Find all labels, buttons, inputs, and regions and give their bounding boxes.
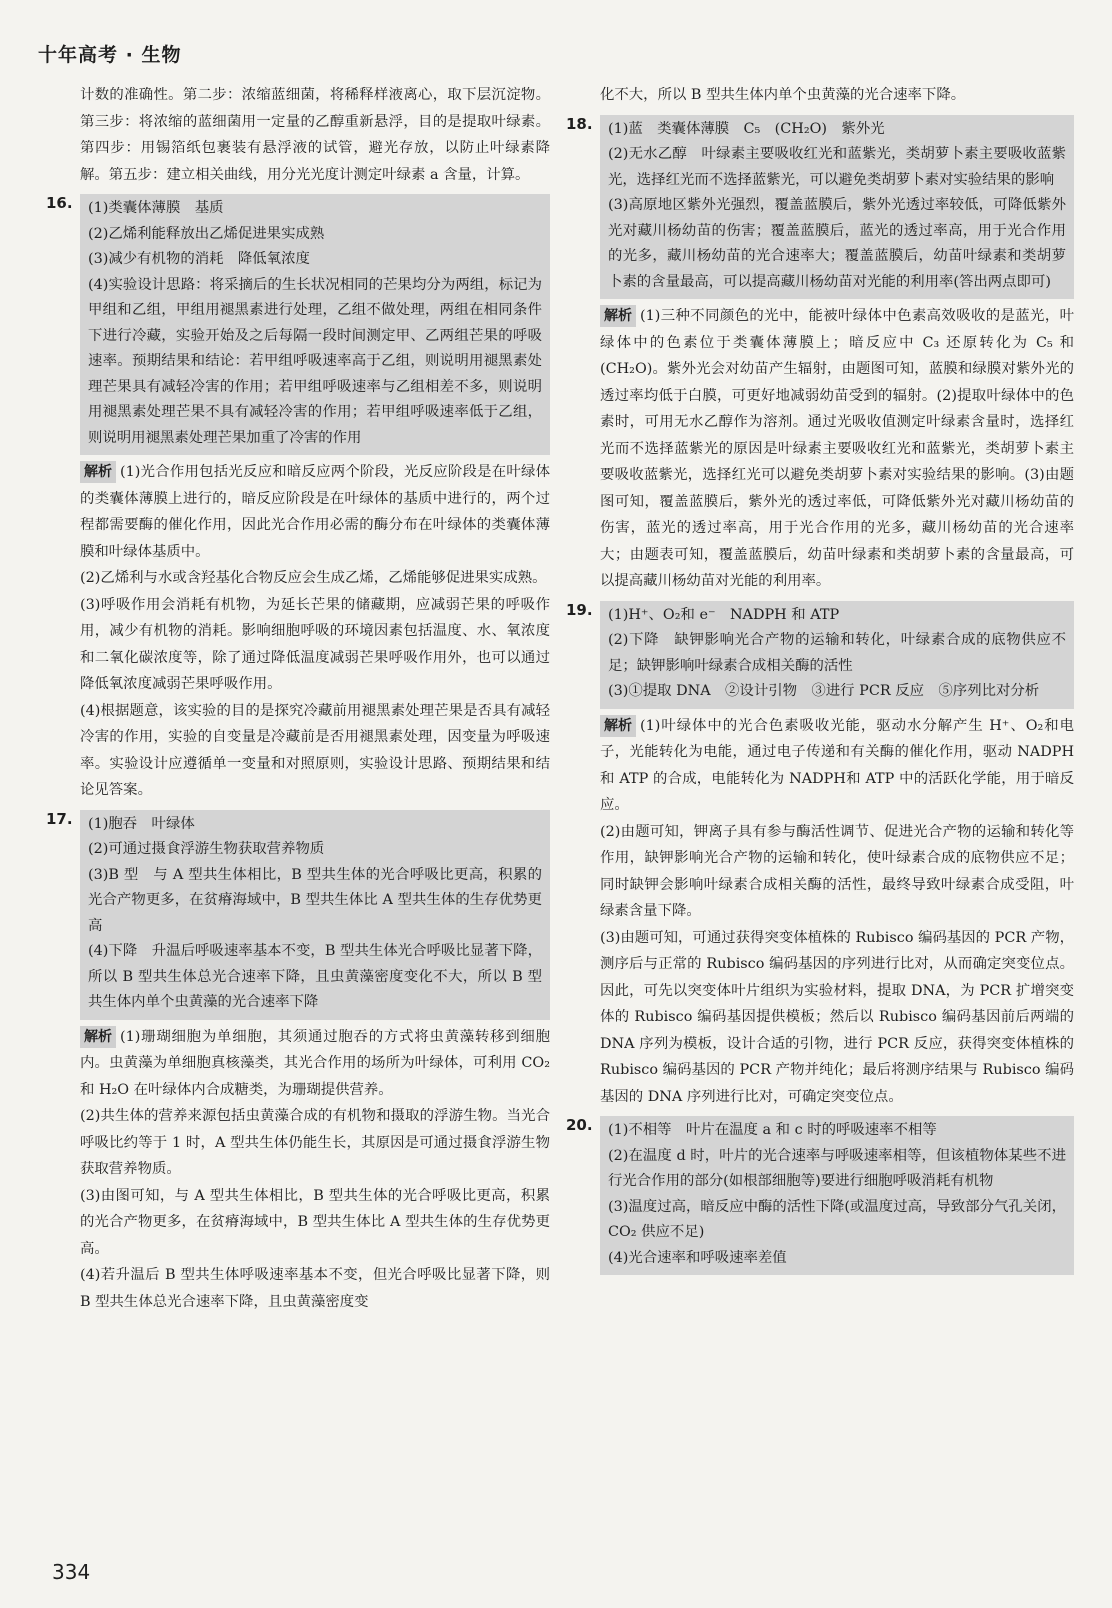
answer-line: (3)高原地区紫外光强烈，覆盖蓝膜后，紫外光透过率较低，可降低紫外光对藏川杨幼苗的伤害；覆盖蓝膜后，蓝光的透过率高，用于光合作用的光多，藏川杨幼苗的光合速率大；覆盖蓝膜后，幼苗叶绿素和类胡萝卜素的含量最高，可以提高藏川杨幼苗对光能的利用率(答出两点即可) <box>608 197 1066 290</box>
question-number: 20. <box>566 1116 593 1134</box>
explanation-text: (1)三种不同颜色的光中，能被叶绿体中色素高效吸收的是蓝光，叶绿体中的色素位于类囊体薄膜上；暗反应中 C₃ 还原转化为 C₅ 和(CH₂O)。紫外光会对幼苗产生辐射，由题图可知，蓝膜和绿膜对紫外光的透过率均低于白膜，可更好地减弱幼苗受到的辐射。(2)提取叶绿体中的色素时，可用无水乙醇作为溶剂。通过光吸收值测定叶绿素含量时，选择红光而不选择蓝紫光的原因是叶绿素主要吸收红光和蓝紫光，类胡萝卜素主要吸收蓝紫光，选择红光可以避免类胡萝卜素对实验结果的影响。(3)由题图可知，覆盖蓝膜后，紫外光的透过率低，可降低紫外光对藏川杨幼苗的伤害，蓝光的透过率高，用于光合作用的光多，藏川杨幼苗的光合速率大；由题表可知，覆盖蓝膜后，幼苗叶绿素和类胡萝卜素的含量最高，可以提高藏川杨幼苗对光能的利用率。 <box>600 308 1074 589</box>
explanation-tag: 解析 <box>600 305 636 327</box>
explanation-tag: 解析 <box>80 1026 116 1048</box>
answer-line: (4)实验设计思路：将采摘后的生长状况相同的芒果均分为两组，标记为甲组和乙组，甲组用褪黑素进行处理，乙组不做处理，两组在相同条件下进行冷藏，实验开始及之后每隔一段时间测定甲、乙两组芒果的呼吸速率。预期结果和结论：若甲组呼吸速率高于乙组，则说明用褪黑素处理芒果具有减轻冷害的作用；若甲组呼吸速率与乙组相差不多，则说明用褪黑素处理芒果不具有减轻冷害的作用；若甲组呼吸速率低于乙组，则说明用褪黑素处理芒果加重了冷害的作用 <box>88 276 542 446</box>
explanation-text: (1)叶绿体中的光合色素吸收光能，驱动水分解产生 H⁺、O₂和电子，光能转化为电能，通过电子传递和有关酶的催化作用，驱动 NADPH 和 ATP 的合成，电能转化为 NADPH和 ATP 中的活跃化学能，用于暗反应。 <box>600 717 1074 813</box>
question-number: 16. <box>46 194 73 212</box>
question-number: 18. <box>566 114 593 133</box>
explanation-tag: 解析 <box>80 461 116 483</box>
explanation <box>80 459 550 804</box>
question-number: 19. <box>566 600 593 619</box>
answer-line: (1)蓝 类囊体薄膜 C₅ (CH₂O) 紫外光 <box>608 120 885 137</box>
explanation-text: (2)共生体的营养来源包括虫黄藻合成的有机物和摄取的浮游生物。当光合呼吸比约等于 1 时，A 型共生体仍能生长，其原因是可通过摄食浮游生物获取营养物质。 <box>80 1108 550 1177</box>
question-20 <box>566 1116 1074 1275</box>
explanation-text: (3)由题可知，可通过获得突变体植株的 Rubisco 编码基因的 PCR 产物，测序后与正常的 Rubisco 编码基因的序列进行比对，从而确定突变位点。因此，可先以突变体叶片组织为实验材料，提取 DNA，为 PCR 扩增突变体的 Rubisco 编码基因提供模板；然后以 Rubisco 编码基因前后两端的 DNA 序列为模板，设计合适的引物，进行 PCR 反应，获得突变体植株的 Rubisco 编码基因的 PCR 产物并纯化；最后将测序结果与 Rubisco 编码基因的 DNA 序列进行比对，可确定突变位点。 <box>600 929 1074 1105</box>
answer-line: (3)温度过高，暗反应中酶的活性下降(或温度过高，导致部分气孔关闭，CO₂ 供应不足) <box>608 1198 1066 1240</box>
right-column <box>566 82 1074 1279</box>
answer-line: (2)乙烯利能释放出乙烯促进果实成熟 <box>88 225 325 242</box>
explanation-text: (1)珊瑚细胞为单细胞，其须通过胞吞的方式将虫黄藻转移到细胞内。虫黄藻为单细胞真核藻类，其光合作用的场所为叶绿体，可利用 CO₂ 和 H₂O 在叶绿体内合成糖类，为珊瑚提供营养。 <box>80 1028 550 1098</box>
explanation-text: (4)若升温后 B 型共生体呼吸速率基本不变，但光合呼吸比显著下降，则 B 型共生体总光合速率下降，且虫黄藻密度变 <box>80 1267 550 1310</box>
answer-box <box>80 810 550 1020</box>
explanation-text: (4)根据题意，该实验的目的是探究冷藏前用褪黑素处理芒果是否具有减轻冷害的作用，实验的自变量是冷藏前是否用褪黑素处理，因变量为呼吸速率。实验设计应遵循单一变量和对照原则，实验设计思路、预期结果和结论见答案。 <box>80 702 550 798</box>
answer-line: (1)类囊体薄膜 基质 <box>88 200 224 216</box>
explanation-text: (1)光合作用包括光反应和暗反应两个阶段，光反应阶段是在叶绿体的类囊体薄膜上进行的，暗反应阶段是在叶绿体的基质中进行的，两个过程都需要酶的催化作用，因此光合作用必需的酶分布在叶绿体的类囊体薄膜和叶绿体基质中。 <box>80 464 550 560</box>
answer-line: (4)光合速率和呼吸速率差值 <box>608 1249 787 1266</box>
answer-line: (3)B 型 与 A 型共生体相比，B 型共生体的光合呼吸比更高，积累的光合产物更多，在贫瘠海域中，B 型共生体比 A 型共生体的生存优势更高 <box>88 866 542 934</box>
answer-line: (3)减少有机物的消耗 降低氧浓度 <box>88 251 310 267</box>
explanation-text: (3)呼吸作用会消耗有机物，为延长芒果的储藏期，应减弱芒果的呼吸作用，减少有机物的消耗。影响细胞呼吸的环境因素包括温度、水、氧浓度和二氧化碳浓度等，除了通过降低温度减弱芒果呼吸作用外，也可以通过降低氧浓度减弱芒果呼吸作用。 <box>80 596 550 692</box>
continued-paragraph: 化不大，所以 B 型共生体内单个虫黄藻的光合速率下降。 <box>600 87 966 103</box>
question-19 <box>566 600 1074 1111</box>
intro-paragraph: 计数的准确性。第二步：浓缩蓝细菌，将稀释样液离心，取下层沉淀物。第三步：将浓缩的蓝细菌用一定量的乙醇重新悬浮，目的是提取叶绿素。第四步：用锡箔纸包裹装有悬浮液的试管，避光存放，以防止叶绿素降解。第五步：建立相关曲线，用分光光度计测定叶绿素 a 含量，计算。 <box>80 87 550 183</box>
answer-line: (4)下降 升温后呼吸速率基本不变，B 型共生体光合呼吸比显著下降，所以 B 型共生体总光合速率下降，且虫黄藻密度变化不大，所以 B 型共生体内单个虫黄藻的光合速率下降 <box>88 943 542 1010</box>
question-18 <box>566 114 1074 595</box>
explanation-text: (3)由图可知，与 A 型共生体相比，B 型共生体的光合呼吸比更高，积累的光合产物更多，在贫瘠海域中，B 型共生体比 A 型共生体的生存优势更高。 <box>80 1187 550 1257</box>
explanation-text: (2)乙烯利与水或含羟基化合物反应会生成乙烯，乙烯能够促进果实成熟。 <box>80 570 547 586</box>
question-17 <box>46 809 550 1316</box>
answer-line: (2)在温度 d 时，叶片的光合速率与呼吸速率相等，但该植物体某些不进行光合作用的部分(如根部细胞等)要进行细胞呼吸消耗有机物 <box>608 1147 1066 1189</box>
answer-line: (2)无水乙醇 叶绿素主要吸收红光和蓝紫光，类胡萝卜素主要吸收蓝紫光，选择红光而不选择蓝紫光，可以避免类胡萝卜素对实验结果的影响 <box>608 146 1066 188</box>
answer-line: (1)H⁺、O₂和 e⁻ NADPH 和 ATP <box>608 606 840 623</box>
answer-box <box>600 115 1074 300</box>
explanation-text: (2)由题可知，钾离子具有参与酶活性调节、促进光合产物的运输和转化等作用，缺钾影响光合产物的运输和转化，使叶绿素合成的底物供应不足；同时缺钾会影响叶绿素合成相关酶的活性，最终导致叶绿素合成受阻，叶绿素含量下降。 <box>600 823 1074 919</box>
page-number: 334 <box>52 1560 91 1584</box>
answer-line: (2)可通过摄食浮游生物获取营养物质 <box>88 841 325 857</box>
explanation <box>600 303 1074 595</box>
answer-line: (1)胞吞 叶绿体 <box>88 815 195 832</box>
question-16 <box>46 194 550 804</box>
explanation-tag: 解析 <box>600 715 636 737</box>
explanation <box>600 713 1074 1111</box>
page-header: 十年高考 · 生物 <box>38 44 182 66</box>
answer-box <box>600 1116 1074 1275</box>
left-column <box>46 82 550 1315</box>
question-number: 17. <box>46 809 73 828</box>
answer-line: (3)①提取 DNA ②设计引物 ③进行 PCR 反应 ⑤序列比对分析 <box>608 683 1040 699</box>
explanation <box>80 1024 550 1316</box>
answer-box <box>600 601 1074 709</box>
answer-box <box>80 194 550 455</box>
answer-line: (2)下降 缺钾影响光合产物的运输和转化，叶绿素合成的底物供应不足；缺钾影响叶绿素合成相关酶的活性 <box>608 632 1066 674</box>
answer-line: (1)不相等 叶片在温度 a 和 c 时的呼吸速率不相等 <box>608 1122 937 1138</box>
